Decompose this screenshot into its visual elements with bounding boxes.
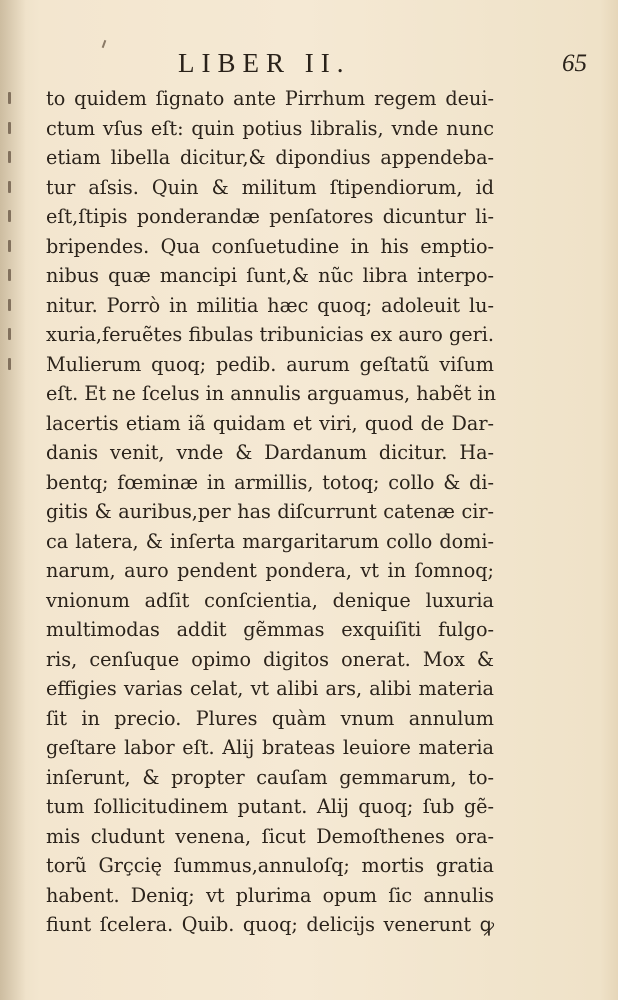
binding-mark	[8, 181, 11, 193]
text-line: etiam libella dicitur,& dipondius appendeba-	[46, 146, 494, 169]
text-line: bentq; fœminæ in armillis, totoq; collo & di-	[46, 470, 494, 494]
text-line: tum ſollicitudinem putant. Alij quoq; ſub gẽ-	[46, 795, 494, 818]
text-line: ſit in precio. Plures quàm vnum annulum	[46, 706, 494, 730]
body-text	[46, 84, 494, 940]
text-line: geſtare labor eſt. Alij brateas leuiore materia	[46, 736, 494, 759]
page-number: 65	[562, 50, 587, 77]
text-line: Mulierum quoq; pedib. aurum geſtatũ viſum	[46, 352, 494, 376]
margin-marks	[4, 92, 18, 387]
binding-mark	[8, 269, 11, 281]
text-line: nibus quæ mancipi ſunt,& nũc libra interpo-	[46, 264, 494, 287]
text-line: narum, auro pendent pondera, vt in ſomnoq;	[46, 559, 494, 582]
text-line: effigies varias celat, vt alibi ars, alibi materia	[46, 677, 494, 700]
binding-mark	[8, 240, 11, 252]
text-line: lacertis etiam iã quidam et viri, quod de Dar-	[46, 411, 494, 435]
text-line: habent. Deniq; vt plurima opum ſic annulis	[46, 883, 494, 907]
text-line: vnionum adſit conſcientia, denique luxuria	[46, 588, 494, 612]
binding-mark	[8, 151, 11, 163]
page-header	[0, 46, 618, 86]
text-line: eſt,ſtipis ponderandæ penſatores dicuntur li-	[46, 205, 494, 228]
text-line: nitur. Porrò in militia hæc quoq; adoleuit lu-	[46, 293, 494, 317]
text-line: torũ Grçcię ſummus,annuloſq; mortis gratia	[46, 854, 494, 877]
text-line: xuria,feruẽtes fibulas tribunicias ex auro geri.	[46, 323, 494, 346]
binding-mark	[8, 122, 11, 134]
text-line: ris, cenſuque opimo digitos onerat. Mox &	[46, 647, 494, 671]
text-line: ca latera, & inſerta margaritarum collo domi-	[46, 529, 494, 553]
binding-mark	[8, 299, 11, 311]
binding-mark	[8, 358, 11, 370]
text-line: to quidem ſignato ante Pirrhum regem deui-	[46, 87, 494, 110]
binding-mark	[8, 92, 11, 104]
text-line: eſt. Et ne ſcelus in annulis arguamus, habẽt in	[46, 382, 496, 405]
text-line: tur aſsis. Quin & militum ſtipendiorum, id	[46, 175, 494, 199]
text-line: danis venit, vnde & Dardanum dicitur. Ha-	[46, 441, 494, 464]
running-head: LIBER II.	[178, 48, 351, 78]
text-line: fiunt ſcelera. Quib. quoq; delicijs venerunt ꝙ	[46, 913, 494, 936]
text-line: inſerunt, & propter cauſam gemmarum, to-	[46, 765, 494, 789]
text-line: gitis & auribus,per has diſcurrunt catenæ cir-	[46, 500, 494, 523]
text-line: mis cludunt venena, ſicut Demoſthenes ora-	[46, 824, 494, 848]
binding-mark	[8, 210, 11, 222]
text-line: multimodas addit gẽmmas exquiſiti fulgo-	[46, 618, 494, 641]
text-line: ctum vſus eſt: quin potius libralis, vnde nunc	[46, 116, 494, 140]
binding-mark	[8, 328, 11, 340]
text-line: bripendes. Qua conſuetudine in his emptio-	[46, 234, 494, 258]
